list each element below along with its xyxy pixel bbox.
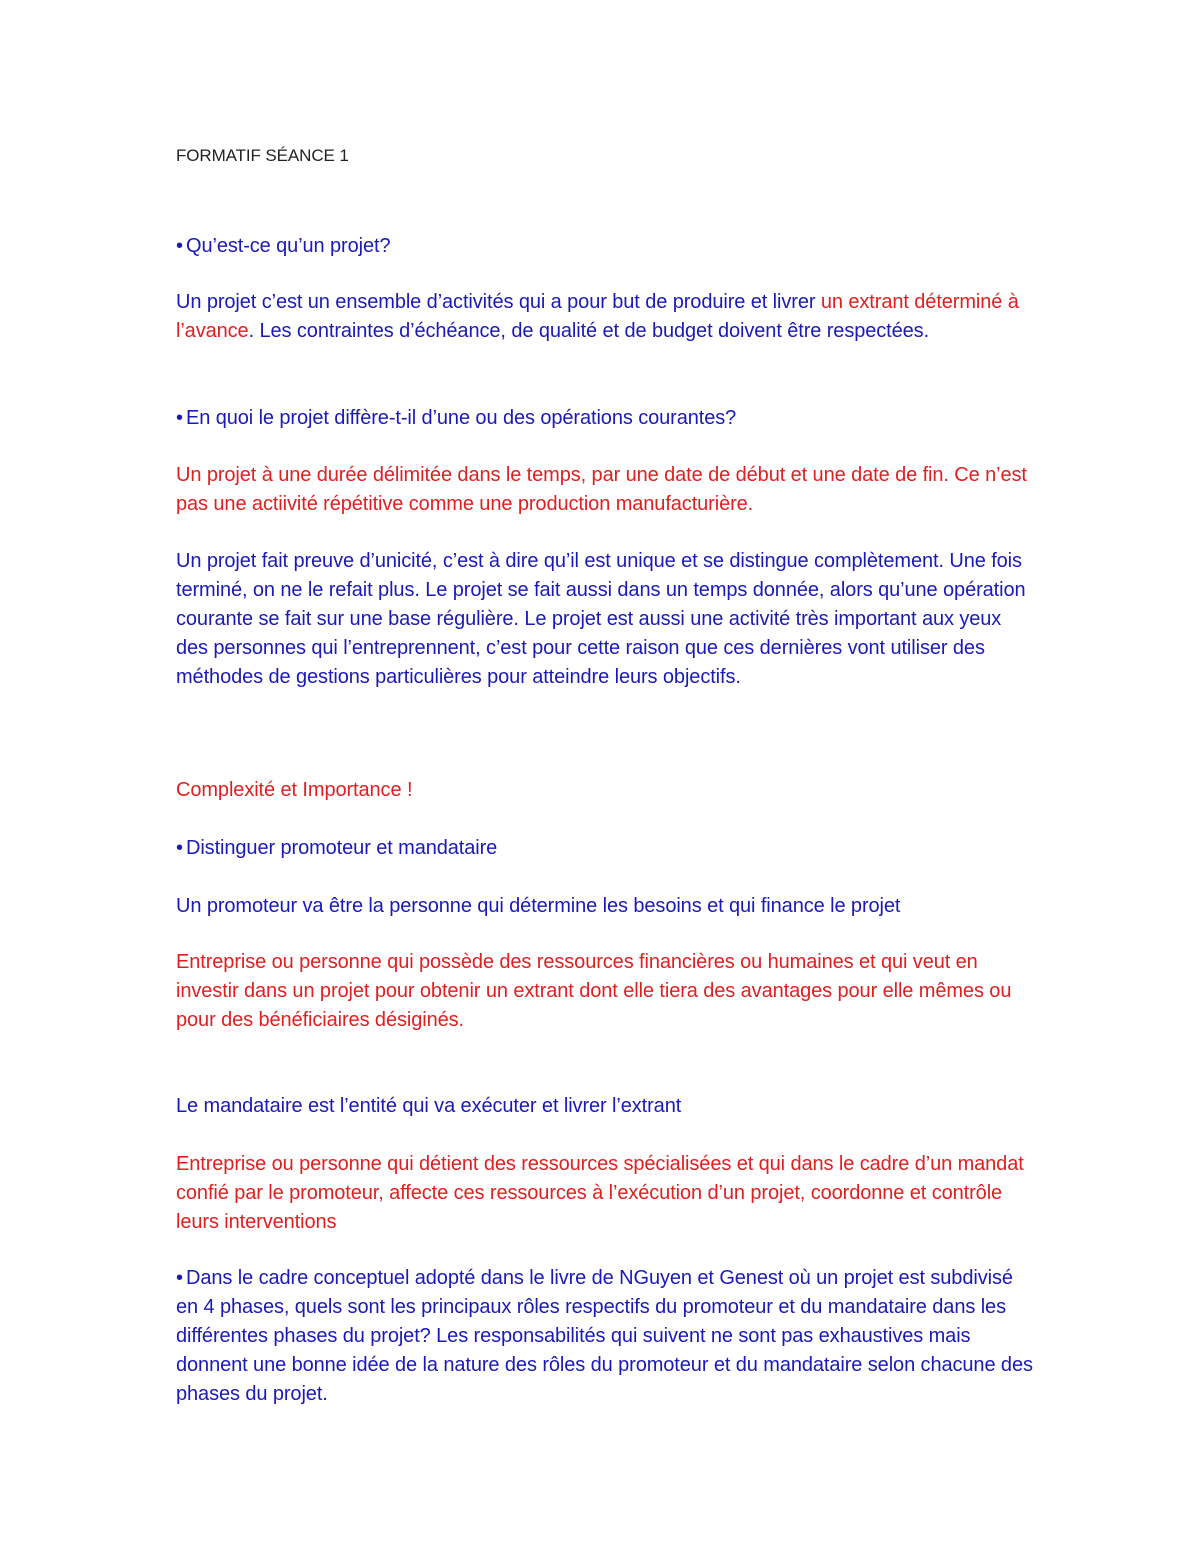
answer-promoter-simple: Un promoteur va être la personne qui détermine les besoins et qui finance le projet bbox=[176, 895, 901, 917]
bullet-icon: • bbox=[176, 407, 183, 429]
question-text: En quoi le projet diffère-t-il d’une ou des opérations courantes? bbox=[186, 407, 737, 429]
question-promoter-vs-mandatary bbox=[176, 834, 1036, 863]
answer-uniqueness: Un projet fait preuve d’unicité, c’est à dire qu’il est unique et se distingue complètement. Une fois terminé, on ne le refait plus. Le projet se fait aussi dans un temps donnée, alors qu’une opération courante se fait sur une base régulière. Le projet est aussi une activité très important aux yeux des personnes qui l’entreprennent, c’est pour cette raison que ces dernières vont utiliser des méthodes de gestions particulières pour atteindre leurs objectifs. bbox=[176, 550, 1026, 688]
question-what-is-project bbox=[176, 232, 1036, 261]
answer-mandatary-simple: Le mandataire est l’entité qui va exécuter et livrer l’extrant bbox=[176, 1095, 682, 1117]
answer-promoter-definition: Entreprise ou personne qui possède des ressources financières ou humaines et qui veut en investir dans un projet pour obtenir un extrant dont elle tiera des avantages pour elle mêmes ou pour des bénéficiaires désiginés. bbox=[176, 951, 1012, 1031]
question-text: Dans le cadre conceptuel adopté dans le livre de NGuyen et Genest où un projet est subdivisé en 4 phases, quels sont les principaux rôles respectifs du promoteur et du mandataire dans les différentes phases du projet? Les responsabilités qui suivent ne sont pas exhaustives mais donnent une bonne idée de la nature des rôles du promoteur et du mandataire selon chacune des phases du projet. bbox=[176, 1267, 1033, 1405]
bullet-icon: • bbox=[176, 837, 183, 859]
answer-limited-duration: Un projet à une durée délimitée dans le temps, par une date de début et une date de fin. Ce n’est pas une actiivité répétitive comme une production manufacturière. bbox=[176, 464, 1027, 515]
question-roles-by-phase bbox=[176, 1264, 1036, 1409]
answer-text-blue-continued: . Les contraintes d’échéance, de qualité et de budget doivent être respectées. bbox=[248, 320, 930, 342]
question-text: Qu’est-ce qu’un projet? bbox=[186, 235, 391, 257]
document-title: FORMATIF SÉANCE 1 bbox=[176, 146, 349, 165]
answer-project-definition bbox=[176, 288, 1036, 346]
question-text: Distinguer promoteur et mandataire bbox=[186, 837, 498, 859]
bullet-icon: • bbox=[176, 235, 183, 257]
bullet-icon: • bbox=[176, 1267, 183, 1289]
answer-text-blue: Un projet c’est un ensemble d’activités qui a pour but de produire et livrer bbox=[176, 291, 821, 313]
answer-mandatary-definition: Entreprise ou personne qui détient des ressources spécialisées et qui dans le cadre d’un mandat confié par le promoteur, affecte ces ressources à l’exécution d’un projet, coordonne et contrôle leurs interventions bbox=[176, 1153, 1024, 1233]
answer-text-red: un extrant déterminé à l’avance bbox=[176, 291, 1019, 342]
question-project-vs-operations bbox=[176, 404, 1036, 433]
complexity-importance-note: Complexité et Importance ! bbox=[176, 779, 413, 801]
